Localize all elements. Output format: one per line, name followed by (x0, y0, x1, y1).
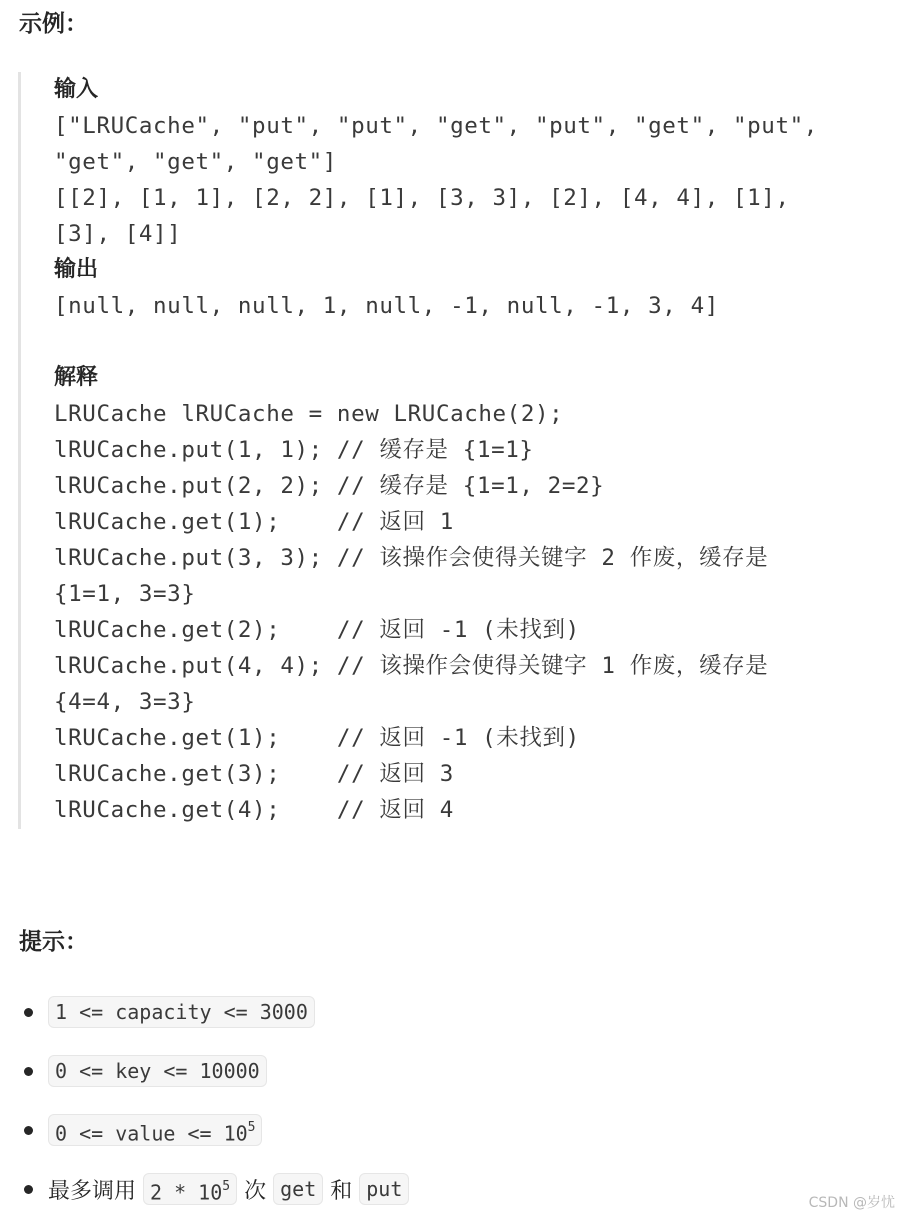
output-label: 输出 (54, 257, 99, 282)
hints-heading: 提示： (19, 929, 88, 955)
exponent: 5 (222, 1179, 231, 1194)
explain-line: lRUCache.get(1); // 返回 -1 (未找到) (54, 725, 580, 751)
explain-line: lRUCache.get(2); // 返回 -1 (未找到) (54, 617, 580, 643)
list-item (0, 1051, 900, 1091)
explain-line: {4=4, 3=3} (54, 689, 196, 715)
hint-text: 和 (330, 1178, 353, 1204)
explain-line: lRUCache.get(1); // 返回 1 (54, 509, 454, 535)
bullet-icon (24, 1008, 33, 1017)
explain-line: lRUCache.put(1, 1); // 缓存是 {1=1} (54, 437, 534, 463)
input-line-1: ["LRUCache", "put", "put", "get", "put", "get", "put", (54, 113, 818, 139)
inline-code: 1 <= capacity <= 3000 (48, 996, 315, 1028)
bullet-icon (24, 1126, 33, 1135)
input-line-4: [3], [4]] (54, 221, 182, 247)
code-text: 0 <= value <= 10 (55, 1121, 248, 1146)
explain-line: {1=1, 3=3} (54, 581, 196, 607)
explain-line: lRUCache.put(4, 4); // 该操作会使得关键字 1 作废，缓存是 (54, 653, 769, 679)
inline-code: 0 <= key <= 10000 (48, 1055, 267, 1087)
inline-code (48, 1114, 262, 1146)
bullet-icon (24, 1185, 33, 1194)
explain-line: lRUCache.get(3); // 返回 3 (54, 761, 454, 787)
explain-line: lRUCache.put(3, 3); // 该操作会使得关键字 2 作废，缓存是 (54, 545, 769, 571)
list-item (0, 1169, 900, 1209)
inline-code (143, 1173, 237, 1205)
input-label: 输入 (54, 77, 99, 102)
output-line: [null, null, null, 1, null, -1, null, -1, 3, 4] (54, 293, 719, 319)
explain-label: 解释 (54, 365, 99, 390)
exponent: 5 (247, 1120, 256, 1135)
hint-text: 最多调用 (48, 1178, 137, 1204)
input-line-2: "get", "get", "get"] (54, 149, 337, 175)
code-text: 2 * 10 (150, 1180, 223, 1205)
inline-code: get (273, 1173, 323, 1205)
input-line-3: [[2], [1, 1], [2, 2], [1], [3, 3], [2], [4, 4], [1], (54, 185, 790, 211)
hint-text: 次 (244, 1178, 267, 1204)
watermark: CSDN @岁忧 (808, 1195, 895, 1211)
inline-code: put (359, 1173, 409, 1205)
list-item (0, 1110, 900, 1150)
explain-line: lRUCache.get(4); // 返回 4 (54, 797, 454, 823)
bullet-icon (24, 1067, 33, 1076)
explain-line: LRUCache lRUCache = new LRUCache(2); (54, 401, 564, 427)
explain-line: lRUCache.put(2, 2); // 缓存是 {1=1, 2=2} (54, 473, 605, 499)
list-item (0, 992, 900, 1032)
example-heading: 示例： (19, 11, 88, 37)
